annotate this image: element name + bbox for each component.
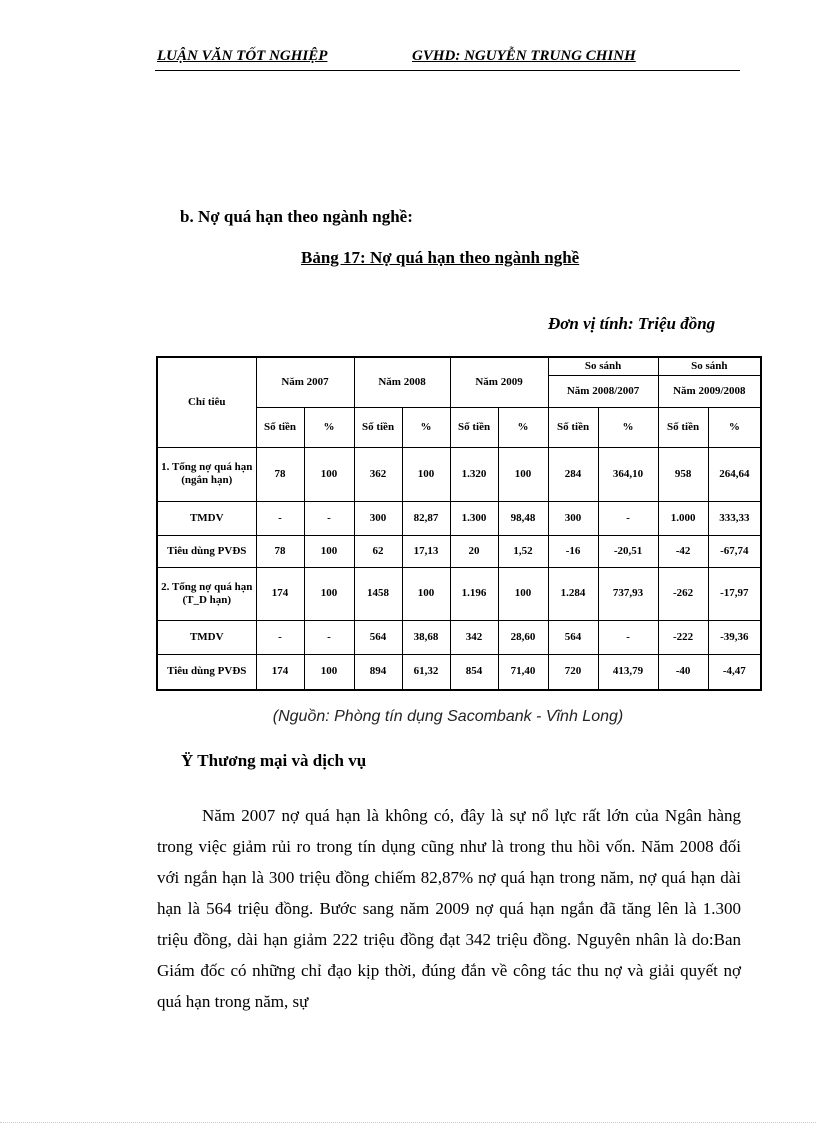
cell: -222: [658, 620, 708, 654]
cell: 1458: [354, 567, 402, 620]
cell: 38,68: [402, 620, 450, 654]
cell: 300: [354, 501, 402, 535]
cell: -39,36: [708, 620, 761, 654]
cell: 364,10: [598, 447, 658, 501]
cell: 82,87: [402, 501, 450, 535]
cell: -: [598, 501, 658, 535]
table-row: [157, 447, 761, 501]
cell: 98,48: [498, 501, 548, 535]
subheading: [181, 751, 366, 771]
cell: 78: [256, 447, 304, 501]
cell: -17,97: [708, 567, 761, 620]
cell: 720: [548, 654, 598, 690]
cell: 264,64: [708, 447, 761, 501]
header-compare-2: So sánh: [658, 357, 761, 375]
subheader-amount: Số tiền: [256, 407, 304, 447]
cell: 71,40: [498, 654, 548, 690]
body-paragraph: Năm 2007 nợ quá hạn là không có, đây là sự nổ lực rất lớn của Ngân hàng trong việc giảm rủi ro trong tín dụng cũng như là trong thu hồi vốn. Năm 2008 đối với ngắn hạn là 300 triệu đồng chiếm 82,87% nợ quá hạn trong năm, nợ quá hạn dài hạn là 564 triệu đồng. Bước sang năm 2009 nợ quá hạn ngắn đã tăng lên là 1.300 triệu đồng, dài hạn giảm 222 triệu đồng đạt 342 triệu đồng. Nguyên nhân là do:Ban Giám đốc có những chỉ đạo kịp thời, đúng đắn về công tác thu nợ và giải quyết nợ quá hạn trong năm, sự: [157, 806, 741, 1011]
table-row: [157, 620, 761, 654]
header-year-2009: Năm 2009: [450, 357, 548, 407]
cell: -16: [548, 535, 598, 567]
cell: 1.284: [548, 567, 598, 620]
cell: 1.196: [450, 567, 498, 620]
table-row: [157, 567, 761, 620]
cell: 333,33: [708, 501, 761, 535]
cell: 100: [402, 447, 450, 501]
cell: 28,60: [498, 620, 548, 654]
header-compare-1: So sánh: [548, 357, 658, 375]
cell: 100: [304, 535, 354, 567]
bullet-glyph: Ÿ: [181, 751, 194, 770]
cell: 78: [256, 535, 304, 567]
header-year-2007: Năm 2007: [256, 357, 354, 407]
cell: 958: [658, 447, 708, 501]
cell: 100: [304, 567, 354, 620]
cell: 342: [450, 620, 498, 654]
cell: 413,79: [598, 654, 658, 690]
header-thesis-title: LUẬN VĂN TỐT NGHIỆP: [157, 48, 328, 64]
cell: -: [598, 620, 658, 654]
table-title: Bảng 17: Nợ quá hạn theo ngành nghề: [301, 248, 580, 267]
header-chi-tieu: Chỉ tiêu: [157, 357, 256, 447]
table-row: [157, 654, 761, 690]
subheader-percent: %: [598, 407, 658, 447]
cell: -: [256, 501, 304, 535]
cell: 284: [548, 447, 598, 501]
overdue-debt-table: [156, 356, 762, 691]
row-label: Tiêu dùng PVĐS: [157, 535, 256, 567]
subheader-percent: %: [708, 407, 761, 447]
cell: -: [256, 620, 304, 654]
cell: -67,74: [708, 535, 761, 567]
cell: 564: [548, 620, 598, 654]
subheader-amount: Số tiền: [548, 407, 598, 447]
cell: 62: [354, 535, 402, 567]
header-advisor: GVHD: NGUYỄN TRUNG CHINH: [412, 48, 636, 64]
subheader-percent: %: [304, 407, 354, 447]
row-label: 2. Tổng nợ quá hạn (T_D hạn): [157, 567, 256, 620]
cell: -: [304, 620, 354, 654]
cell: 894: [354, 654, 402, 690]
subheader-percent: %: [498, 407, 548, 447]
subheader-amount: Số tiền: [658, 407, 708, 447]
cell: 100: [498, 447, 548, 501]
cell: -40: [658, 654, 708, 690]
section-heading: b. Nợ quá hạn theo ngành nghề:: [180, 207, 413, 226]
cell: 100: [498, 567, 548, 620]
page-header: [155, 48, 740, 71]
cell: 564: [354, 620, 402, 654]
cell: 1.320: [450, 447, 498, 501]
unit-label: Đơn vị tính: Triệu đồng: [548, 314, 716, 333]
cell: 100: [402, 567, 450, 620]
subheader-amount: Số tiền: [450, 407, 498, 447]
cell: 61,32: [402, 654, 450, 690]
header-compare-2-sub: Năm 2009/2008: [658, 375, 761, 407]
cell: 737,93: [598, 567, 658, 620]
cell: -20,51: [598, 535, 658, 567]
cell: 362: [354, 447, 402, 501]
header-year-2008: Năm 2008: [354, 357, 450, 407]
cell: 17,13: [402, 535, 450, 567]
subheader-amount: Số tiền: [354, 407, 402, 447]
row-label: Tiêu dùng PVĐS: [157, 654, 256, 690]
cell: 100: [304, 654, 354, 690]
source-note: (Nguồn: Phòng tín dụng Sacombank - Vĩnh Long): [272, 708, 624, 725]
cell: 20: [450, 535, 498, 567]
header-compare-1-sub: Năm 2008/2007: [548, 375, 658, 407]
cell: 1.300: [450, 501, 498, 535]
row-label: TMDV: [157, 501, 256, 535]
cell: 174: [256, 567, 304, 620]
cell: 300: [548, 501, 598, 535]
cell: 854: [450, 654, 498, 690]
cell: 174: [256, 654, 304, 690]
cell: -: [304, 501, 354, 535]
table-row: [157, 535, 761, 567]
table-row: [157, 501, 761, 535]
cell: 1,52: [498, 535, 548, 567]
cell: -262: [658, 567, 708, 620]
cell: 1.000: [658, 501, 708, 535]
subheader-percent: %: [402, 407, 450, 447]
row-label: 1. Tổng nợ quá hạn (ngắn hạn): [157, 447, 256, 501]
subheading-text: Thương mại và dịch vụ: [197, 751, 367, 770]
cell: -4,47: [708, 654, 761, 690]
cell: 100: [304, 447, 354, 501]
row-label: TMDV: [157, 620, 256, 654]
cell: -42: [658, 535, 708, 567]
